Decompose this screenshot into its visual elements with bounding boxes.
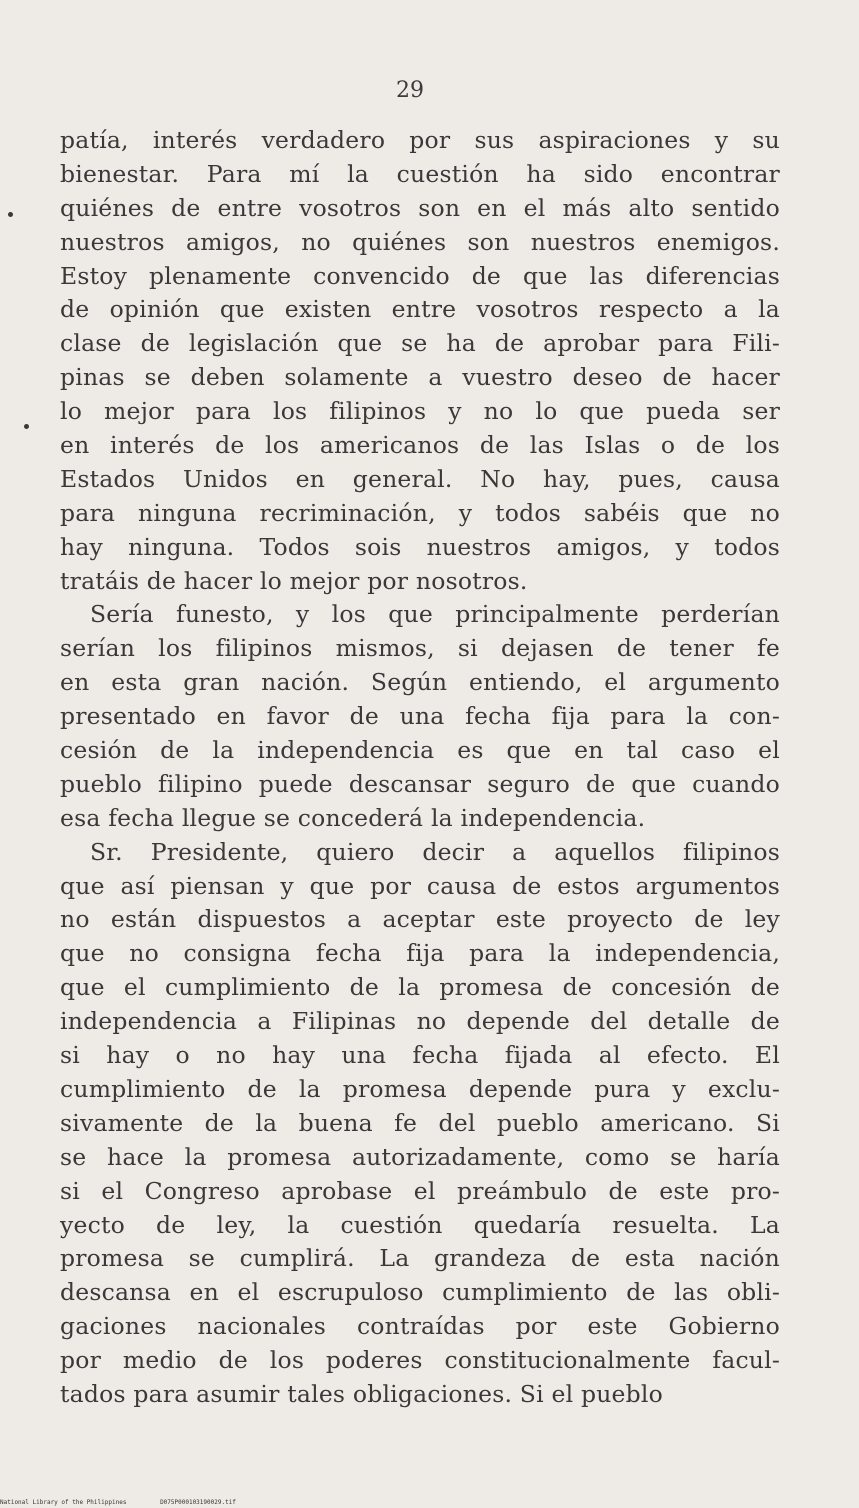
text-line: pueblo filipino puede descansar seguro de que cuando <box>60 769 780 798</box>
text-line: sivamente de la buena fe del pueblo americano. Si <box>60 1108 780 1137</box>
page-number: 29 <box>396 78 424 103</box>
text-line: independencia a Filipinas no depende del detalle de <box>60 1007 780 1036</box>
text-line: para ninguna recriminación, y todos sabéis que no <box>60 498 780 527</box>
text-line: que no consigna fecha fija para la independencia, <box>60 939 780 968</box>
text-line: descansa en el escrupuloso cumplimiento de las obli- <box>60 1278 780 1307</box>
text-line: no están dispuestos a aceptar este proyecto de ley <box>60 905 780 934</box>
text-line: yecto de ley, la cuestión quedaría resuelta. La <box>60 1210 780 1239</box>
text-line: cumplimiento de la promesa depende pura y exclu- <box>60 1074 780 1103</box>
footer-library: National Library of the Philippines <box>0 1499 127 1506</box>
margin-mark-dot <box>8 212 13 217</box>
text-line: lo mejor para los filipinos y no lo que pueda ser <box>60 397 780 426</box>
text-line: Estados Unidos en general. No hay, pues, causa <box>60 464 780 493</box>
text-line: bienestar. Para mí la cuestión ha sido encontrar <box>60 159 780 188</box>
text-line: tratáis de hacer lo mejor por nosotros. <box>60 566 528 595</box>
text-line: de opinión que existen entre vosotros respecto a la <box>60 295 780 324</box>
text-line: si el Congreso aprobase el preámbulo de este pro- <box>60 1176 780 1205</box>
text-line: que así piensan y que por causa de estos argumentos <box>60 871 780 900</box>
text-line: nuestros amigos, no quiénes son nuestros enemigos. <box>60 227 780 256</box>
text-line: en esta gran nación. Según entiendo, el argumento <box>60 668 780 697</box>
body-text <box>60 124 780 1412</box>
text-line: Sr. Presidente, quiero decir a aquellos filipinos <box>90 837 780 866</box>
text-line: en interés de los americanos de las Islas o de los <box>60 431 780 460</box>
text-line: cesión de la independencia es que en tal caso el <box>60 736 780 765</box>
text-line: que el cumplimiento de la promesa de concesión de <box>60 973 780 1002</box>
text-line: por medio de los poderes constitucionalmente facul- <box>60 1346 780 1375</box>
text-line: esa fecha llegue se concederá la independencia. <box>60 803 646 832</box>
text-line: tados para asumir tales obligaciones. Si el pueblo <box>60 1379 663 1408</box>
text-line: Sería funesto, y los que principalmente perderían <box>90 600 780 629</box>
text-line: si hay o no hay una fecha fijada al efecto. El <box>60 1041 780 1070</box>
margin-mark-dot <box>24 424 29 429</box>
text-line: serían los filipinos mismos, si dejasen de tener fe <box>60 634 780 663</box>
text-line: presentado en favor de una fecha fija para la con- <box>60 702 780 731</box>
text-line: quiénes de entre vosotros son en el más alto sentido <box>60 193 780 222</box>
footer-file: D075P000103190029.tif <box>160 1499 236 1506</box>
text-line: se hace la promesa autorizadamente, como se haría <box>60 1142 780 1171</box>
text-line: promesa se cumplirá. La grandeza de esta nación <box>60 1244 780 1273</box>
text-line: clase de legislación que se ha de aprobar para Fili- <box>60 329 780 358</box>
text-line: pinas se deben solamente a vuestro deseo de hacer <box>60 363 780 392</box>
text-line: hay ninguna. Todos sois nuestros amigos, y todos <box>60 532 780 561</box>
scan-footer <box>0 1499 266 1506</box>
text-line: Estoy plenamente convencido de que las diferencias <box>60 261 780 290</box>
text-line: patía, interés verdadero por sus aspiraciones y su <box>60 126 780 154</box>
text-line: gaciones nacionales contraídas por este Gobierno <box>60 1312 780 1341</box>
